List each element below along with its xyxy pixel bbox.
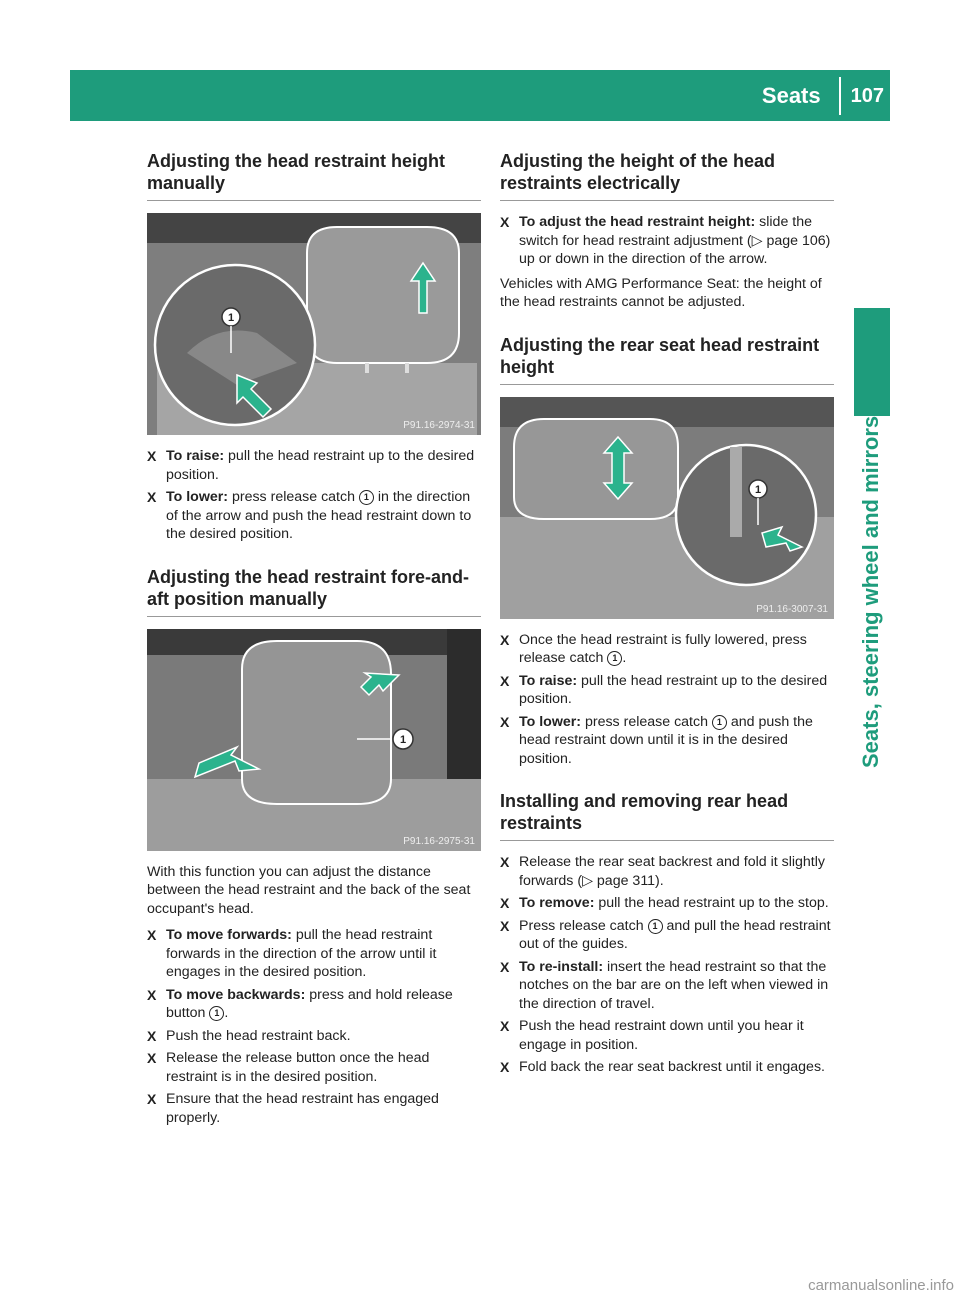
list-item: X Once the head restraint is fully lowered, press release catch 1 . <box>500 631 807 666</box>
figure-fore-aft <box>147 629 481 851</box>
list-item: X Push the head restraint back. <box>147 1027 351 1044</box>
callout-1-icon: 1 <box>607 651 622 666</box>
heading-fore-aft: Adjusting the head restraint fore-and-aft position manually <box>147 566 481 617</box>
list-item: X Fold back the rear seat backrest until it engages. <box>500 1059 825 1075</box>
list-item: X Release the release button once the head restraint is in the desired position. <box>147 1050 430 1085</box>
footer-watermark[interactable]: carmanualsonline.info <box>808 1277 954 1294</box>
head-restraint-shape <box>514 419 678 519</box>
figure-code: P91.16-3007-31 <box>756 603 828 615</box>
steps-rear-height <box>500 631 834 769</box>
callout-1-icon: 1 <box>359 490 374 505</box>
header-divider <box>839 77 841 115</box>
list-item: X To lower: press release catch 1 and push the head restraint down until it is in the desired position. <box>500 713 813 767</box>
steps-install-remove <box>500 853 834 1077</box>
steps-fore-aft <box>147 926 481 1127</box>
list-item: X To remove: pull the head restraint up to the stop. <box>500 895 829 911</box>
list-item: X To lower: press release catch 1 in the direction of the arrow and push the head restraint down to the desired position. <box>147 489 472 542</box>
detail-magnifier <box>676 445 816 585</box>
list-item: X Press release catch 1 and pull the head restraint out of the guides. <box>500 917 831 952</box>
page-number: 107 <box>850 84 884 107</box>
right-column <box>500 150 834 1081</box>
heading-electric: Adjusting the height of the head restraints electrically <box>500 150 834 201</box>
callout-1-label: 1 <box>399 733 407 746</box>
callout-1-label: 1 <box>754 483 762 496</box>
list-item: X To raise: pull the head restraint up to the desired position. <box>500 672 828 707</box>
heading-height-manual: Adjusting the head restraint height manually <box>147 150 481 201</box>
side-tab-label: Seats, steering wheel and mirrors <box>858 415 883 768</box>
list-item: X Ensure that the head restraint has engaged properly. <box>147 1091 439 1126</box>
list-item: X To raise: pull the head restraint up to the desired position. <box>147 448 475 483</box>
section-title: Seats <box>761 83 821 108</box>
list-item: X To move backwards: press and hold release button 1 . <box>147 986 453 1021</box>
list-item: X To re-install: insert the head restraint so that the notches on the bar are on the left when viewed in the direction of travel. <box>500 958 829 1012</box>
figure-code: P91.16-2974-31 <box>403 420 475 431</box>
list-item: X Release the rear seat backrest and fold it slightly forwards (▷ page 311). <box>500 854 825 889</box>
figure-height-manual <box>147 213 481 435</box>
callout-1-icon: 1 <box>712 715 727 730</box>
heading-install-remove: Installing and removing rear head restraints <box>500 790 834 841</box>
figure-rear-height <box>500 397 834 619</box>
left-column <box>147 150 481 1131</box>
head-restraint-shape <box>242 641 391 804</box>
callout-1-label: 1 <box>227 312 235 324</box>
steps-electric <box>500 213 834 269</box>
steps-height-manual <box>147 447 481 544</box>
heading-rear-height: Adjusting the rear seat head restraint height <box>500 334 834 385</box>
head-restraint-shape <box>307 227 459 363</box>
callout-1-icon: 1 <box>209 1006 224 1021</box>
list-item: X To move forwards: pull the head restraint forwards in the direction of the arrow until it engages in the desired position. <box>147 927 437 980</box>
header-section <box>762 80 890 112</box>
list-item: X Push the head restraint down until you hear it engage in position. <box>500 1018 804 1053</box>
callout-1-icon: 1 <box>648 919 663 934</box>
list-item: X To adjust the head restraint height: slide the switch for head restraint adjustment (▷ page 106) up or down in the direction of the arrow. <box>500 214 831 267</box>
figure-code: P91.16-2975-31 <box>403 835 475 847</box>
note-amg: Vehicles with AMG Performance Seat: the height of the head restraints cannot be adjusted. <box>500 275 822 310</box>
side-tab-block <box>854 308 890 416</box>
intro-fore-aft: With this function you can adjust the distance between the head restraint and the back of the seat occupant's head. <box>147 863 471 917</box>
